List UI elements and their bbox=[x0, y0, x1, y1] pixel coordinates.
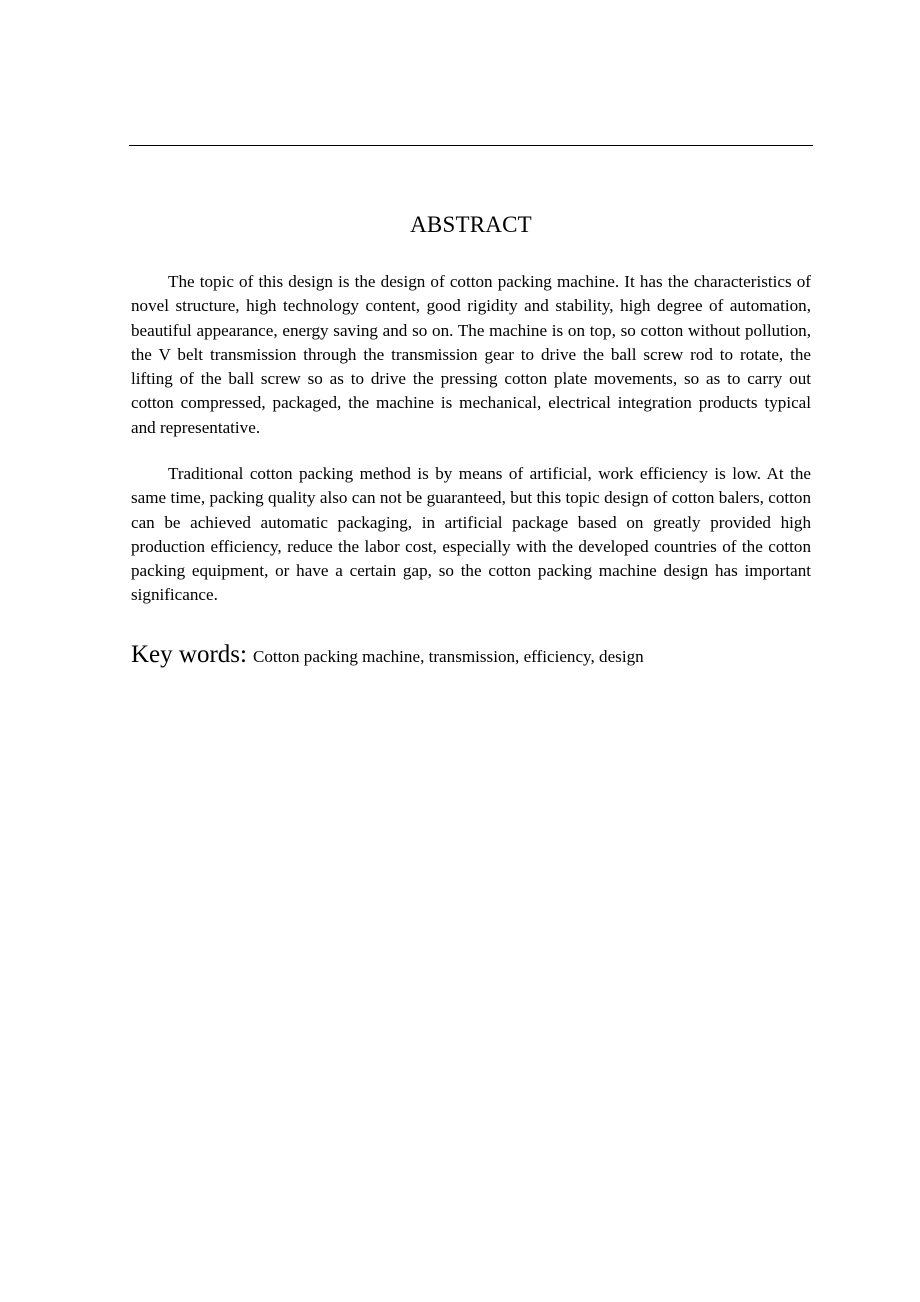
abstract-paragraph-2: Traditional cotton packing method is by means of artificial, work efficiency is low. At the same time, packing quality also can not be guaranteed, but this topic design of cotton balers, cotton can be achieved automatic packaging, in artificial package based on greatly provided high production efficiency, reduce the labor cost, especially with the developed countries of the cotton packing equipment, or have a certain gap, so the cotton packing machine design has important significance. bbox=[131, 464, 811, 605]
page-title: ABSTRACT bbox=[410, 212, 532, 237]
keywords-text: Cotton packing machine, transmission, efficiency, design bbox=[252, 647, 644, 666]
header-rule bbox=[129, 145, 813, 146]
keywords-line bbox=[131, 640, 811, 672]
abstract-paragraph-1: The topic of this design is the design of cotton packing machine. It has the characteristics of novel structure, high technology content, good rigidity and stability, high degree of automation, beautiful appearance, energy saving and so on. The machine is on top, so cotton without pollution, the V belt transmission through the transmission gear to drive the ball screw rod to rotate, the lifting of the ball screw so as to drive the pressing cotton plate movements, so as to carry out cotton compressed, packaged, the machine is mechanical, electrical integration products typical and representative. bbox=[131, 272, 811, 437]
keywords-label: Key words: bbox=[131, 641, 247, 668]
